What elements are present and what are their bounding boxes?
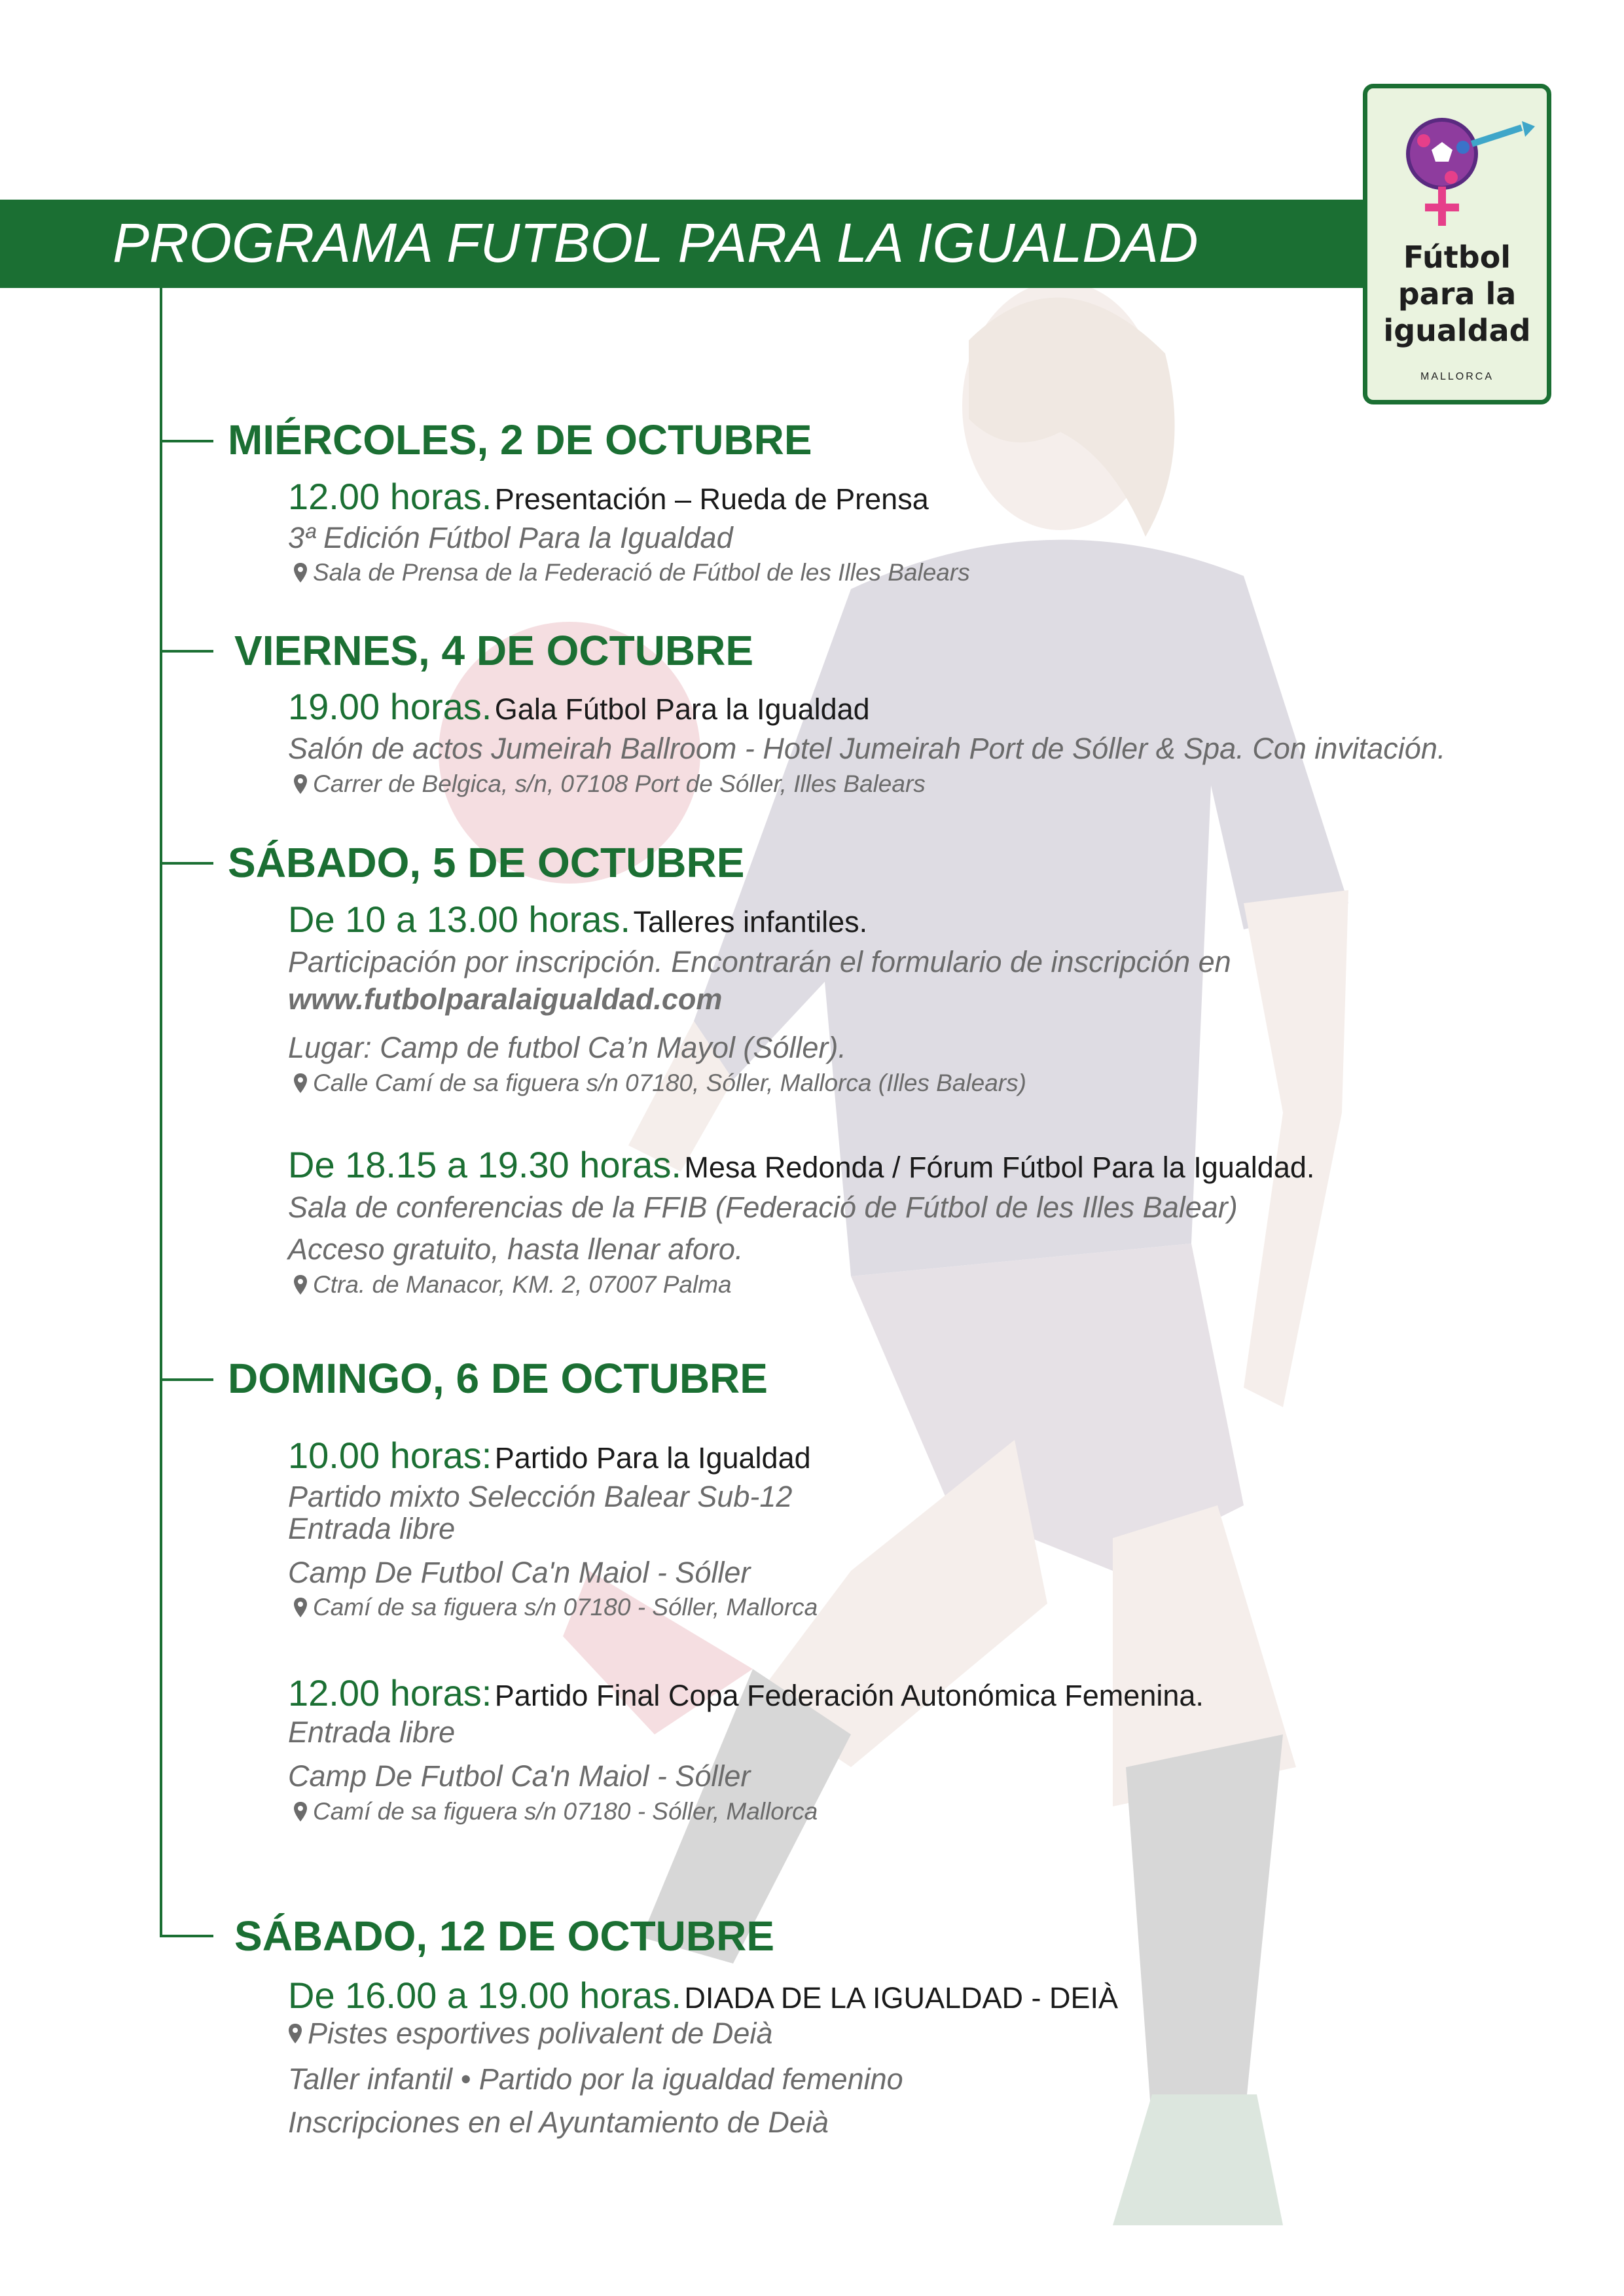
- event-line: [288, 477, 929, 526]
- event-title: DIADA DE LA IGUALDAD - DEIÀ: [684, 1981, 1119, 2015]
- logo-region: MALLORCA: [1420, 371, 1494, 382]
- timeline-line: [160, 288, 162, 1937]
- event-title: Partido Final Copa Federación Autonómica Femenina.: [494, 1679, 1204, 1712]
- event-description: Camp De Futbol Ca'n Maiol - Sóller: [288, 1759, 751, 1793]
- event-location: [293, 1270, 732, 1300]
- futbol-igualdad-logo: [1363, 84, 1551, 404]
- location-text: Pistes esportives polivalent de Deià: [308, 2017, 773, 2050]
- event-time: 12.00 horas:: [288, 1672, 492, 1713]
- location-text: Camí de sa figuera s/n 07180 - Sóller, Mallorca: [313, 1798, 818, 1825]
- location-pin-icon: [293, 562, 308, 584]
- location-pin-icon: [288, 2022, 302, 2045]
- event-description: Salón de actos Jumeirah Ballroom - Hotel Jumeirah Port de Sóller & Spa. Con invitación.: [288, 732, 1446, 765]
- day-heading: SÁBADO, 12 DE OCTUBRE: [234, 1912, 774, 1960]
- event-location: [293, 1068, 1026, 1098]
- day-heading: VIERNES, 4 DE OCTUBRE: [234, 627, 754, 674]
- event-location: [293, 1797, 818, 1827]
- event-time: 10.00 horas:: [288, 1435, 492, 1476]
- location-pin-icon: [293, 1596, 308, 1619]
- day-heading: SÁBADO, 5 DE OCTUBRE: [228, 839, 745, 886]
- event-line: [288, 1436, 811, 1485]
- event-title: Mesa Redonda / Fórum Fútbol Para la Igualdad.: [684, 1151, 1315, 1184]
- logo-text-line-3: igualdad: [1383, 313, 1531, 348]
- event-description: Camp De Futbol Ca'n Maiol - Sóller: [288, 1556, 751, 1589]
- page-title: PROGRAMA FUTBOL PARA LA IGUALDAD: [113, 212, 1199, 274]
- event-line: [288, 687, 870, 736]
- event-time: De 16.00 a 19.00 horas.: [288, 1975, 681, 2016]
- event-time: De 18.15 a 19.30 horas.: [288, 1144, 681, 1185]
- location-pin-icon: [293, 1801, 308, 1823]
- location-text: Calle Camí de sa figuera s/n 07180, Sóller, Mallorca (Illes Balears): [313, 1069, 1026, 1096]
- event-location: [288, 2018, 772, 2049]
- event-line: [288, 900, 867, 949]
- event-line: [288, 1145, 1314, 1194]
- event-title: Partido Para la Igualdad: [494, 1441, 811, 1475]
- day-heading: MIÉRCOLES, 2 DE OCTUBRE: [228, 416, 812, 463]
- event-description: Taller infantil • Partido por la igualdad femenino: [288, 2062, 903, 2096]
- location-pin-icon: [293, 773, 308, 795]
- event-description: Participación por inscripción. Encontrarán el formulario de inscripción en: [288, 945, 1231, 978]
- event-location: [293, 558, 970, 588]
- event-location: [293, 769, 926, 799]
- day-heading: DOMINGO, 6 DE OCTUBRE: [228, 1355, 768, 1402]
- event-description: Sala de conferencias de la FFIB (Federació de Fútbol de les Illes Balear): [288, 1191, 1238, 1224]
- event-title: Presentación – Rueda de Prensa: [494, 482, 929, 516]
- event-description: Inscripciones en el Ayuntamiento de Deià: [288, 2106, 829, 2139]
- event-title: Talleres infantiles.: [633, 905, 868, 939]
- location-text: Carrer de Belgica, s/n, 07108 Port de Sóller, Illes Balears: [313, 770, 926, 797]
- event-description: Entrada libre: [288, 1715, 456, 1749]
- timeline-tick: [160, 440, 213, 442]
- location-pin-icon: [293, 1274, 308, 1296]
- event-time: 12.00 horas.: [288, 476, 492, 517]
- event-title: Gala Fútbol Para la Igualdad: [494, 692, 870, 726]
- logo-text-line-2: para la: [1398, 276, 1517, 312]
- location-text: Sala de Prensa de la Federació de Fútbol de les Illes Balears: [313, 559, 970, 586]
- football-gender-symbol-icon: [1391, 108, 1535, 232]
- event-description: 3ª Edición Fútbol Para la Igualdad: [288, 521, 733, 554]
- event-website[interactable]: www.futbolparalaigualdad.com: [288, 982, 723, 1016]
- event-description: Acceso gratuito, hasta llenar aforo.: [288, 1232, 744, 1266]
- timeline-tick: [160, 650, 213, 653]
- event-time: 19.00 horas.: [288, 686, 492, 727]
- event-description: Entrada libre: [288, 1512, 456, 1545]
- timeline-tick: [160, 862, 213, 865]
- event-time: De 10 a 13.00 horas.: [288, 899, 631, 940]
- timeline-tick: [160, 1935, 213, 1937]
- timeline-tick: [160, 1378, 213, 1381]
- event-description: Lugar: Camp de futbol Ca’n Mayol (Sóller).: [288, 1031, 846, 1064]
- logo-text-line-1: Fútbol: [1403, 240, 1511, 275]
- event-description: Partido mixto Selección Balear Sub-12: [288, 1480, 793, 1513]
- location-pin-icon: [293, 1072, 308, 1094]
- event-location: [293, 1592, 818, 1623]
- location-text: Ctra. de Manacor, KM. 2, 07007 Palma: [313, 1271, 732, 1298]
- location-text: Camí de sa figuera s/n 07180 - Sóller, Mallorca: [313, 1594, 818, 1621]
